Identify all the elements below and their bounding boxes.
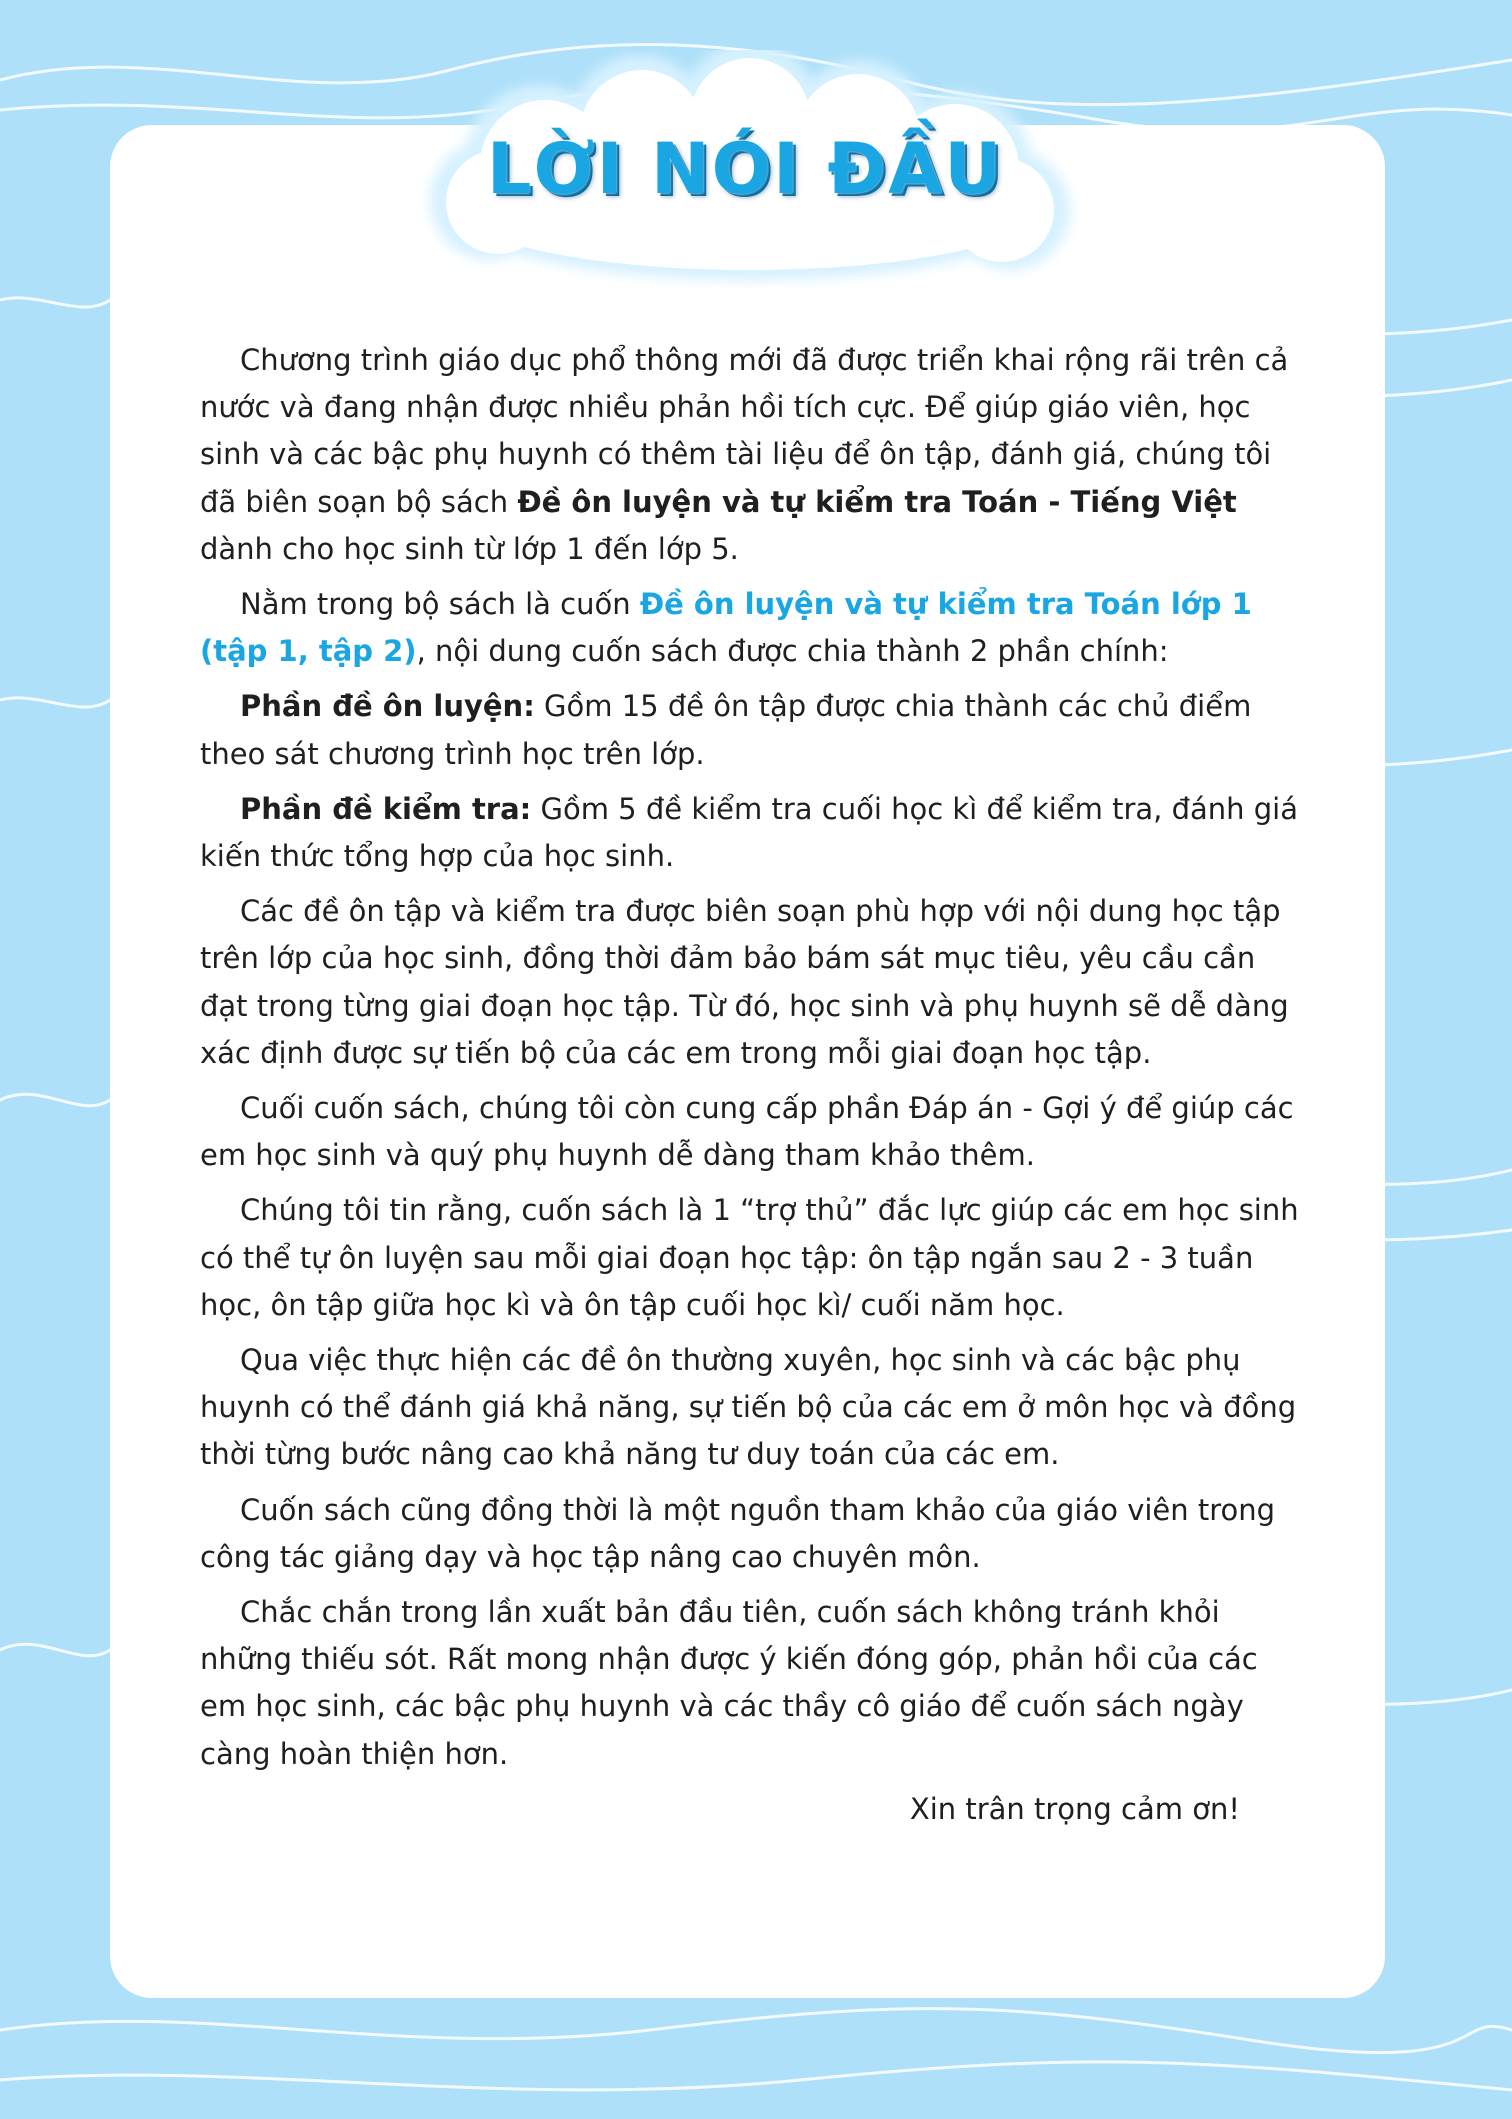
paragraph-4 xyxy=(200,786,1305,880)
paragraph-1 xyxy=(200,337,1305,573)
paragraph-6: Cuối cuốn sách, chúng tôi còn cung cấp phần Đáp án - Gợi ý để giúp các em học sinh và quý phụ huynh dễ dàng tham khảo thêm. xyxy=(200,1091,1294,1173)
paragraph-2 xyxy=(200,581,1305,675)
closing-signature: Xin trân trọng cảm ơn! xyxy=(909,1791,1240,1826)
paragraph-2-end: , nội dung cuốn sách được chia thành 2 phần chính: xyxy=(416,634,1169,669)
page-title: LỜI NÓI ĐẦU xyxy=(486,128,1004,210)
preface-body xyxy=(200,337,1305,1841)
section-label-test: Phần đề kiểm tra: xyxy=(240,791,532,826)
paragraph-7: Chúng tôi tin rằng, cuốn sách là 1 “trợ thủ” đắc lực giúp các em học sinh có thể tự ôn luyện sau mỗi giai đoạn học tập: ôn tập ngắn sau 2 - 3 tuần học, ôn tập giữa học kì và ôn tập cuối học kì/ cuối năm học. xyxy=(200,1193,1299,1322)
paragraph-1-text: Chương trình giáo dục phổ thông mới đã được triển khai rộng rãi trên cả nước và đang nhận được nhiều phản hồi tích cực. Để giúp giáo viên, học sinh và các bậc phụ huynh có thêm tài liệu để ôn tập, đánh giá, chúng tôi đã biên soạn bộ sách xyxy=(200,343,1289,519)
paragraph-10: Chắc chắn trong lần xuất bản đầu tiên, cuốn sách không tránh khỏi những thiếu sót. Rất mong nhận được ý kiến đóng góp, phản hồi của các em học sinh, các bậc phụ huynh và các thầy cô giáo để cuốn sách ngày càng hoàn thiện hơn. xyxy=(200,1595,1258,1771)
paragraph-5: Các đề ôn tập và kiểm tra được biên soạn phù hợp với nội dung học tập trên lớp của học sinh, đồng thời đảm bảo bám sát mục tiêu, yêu cầu cần đạt trong từng giai đoạn học tập. Từ đó, học sinh và phụ huynh sẽ dễ dàng xác định được sự tiến bộ của các em trong mỗi giai đoạn học tập. xyxy=(200,894,1289,1070)
paragraph-9: Cuốn sách cũng đồng thời là một nguồn tham khảo của giáo viên trong công tác giảng dạy và học tập nâng cao chuyên môn. xyxy=(200,1492,1276,1574)
paragraph-3 xyxy=(200,683,1305,777)
paragraph-3-text: Gồm 15 đề ôn tập được chia thành các chủ điểm theo sát chương trình học trên lớp. xyxy=(200,689,1252,771)
book-title: Đề ôn luyện và tự kiểm tra Toán lớp 1 (tập 1, tập 2) xyxy=(200,587,1252,669)
paragraph-8: Qua việc thực hiện các đề ôn thường xuyên, học sinh và các bậc phụ huynh có thể đánh giá khả năng, sự tiến bộ của các em ở môn học và đồng thời từng bước nâng cao khả năng tư duy toán của các em. xyxy=(200,1343,1297,1472)
series-title: Đề ôn luyện và tự kiểm tra Toán - Tiếng Việt xyxy=(517,484,1237,519)
paragraph-1-end: dành cho học sinh từ lớp 1 đến lớp 5. xyxy=(200,531,739,566)
section-label-practice: Phần đề ôn luyện: xyxy=(240,689,535,724)
paragraph-4-text: Gồm 5 đề kiểm tra cuối học kì để kiểm tra, đánh giá kiến thức tổng hợp của học sinh. xyxy=(200,791,1298,874)
paragraph-2-text: Nằm trong bộ sách là cuốn xyxy=(240,587,640,622)
